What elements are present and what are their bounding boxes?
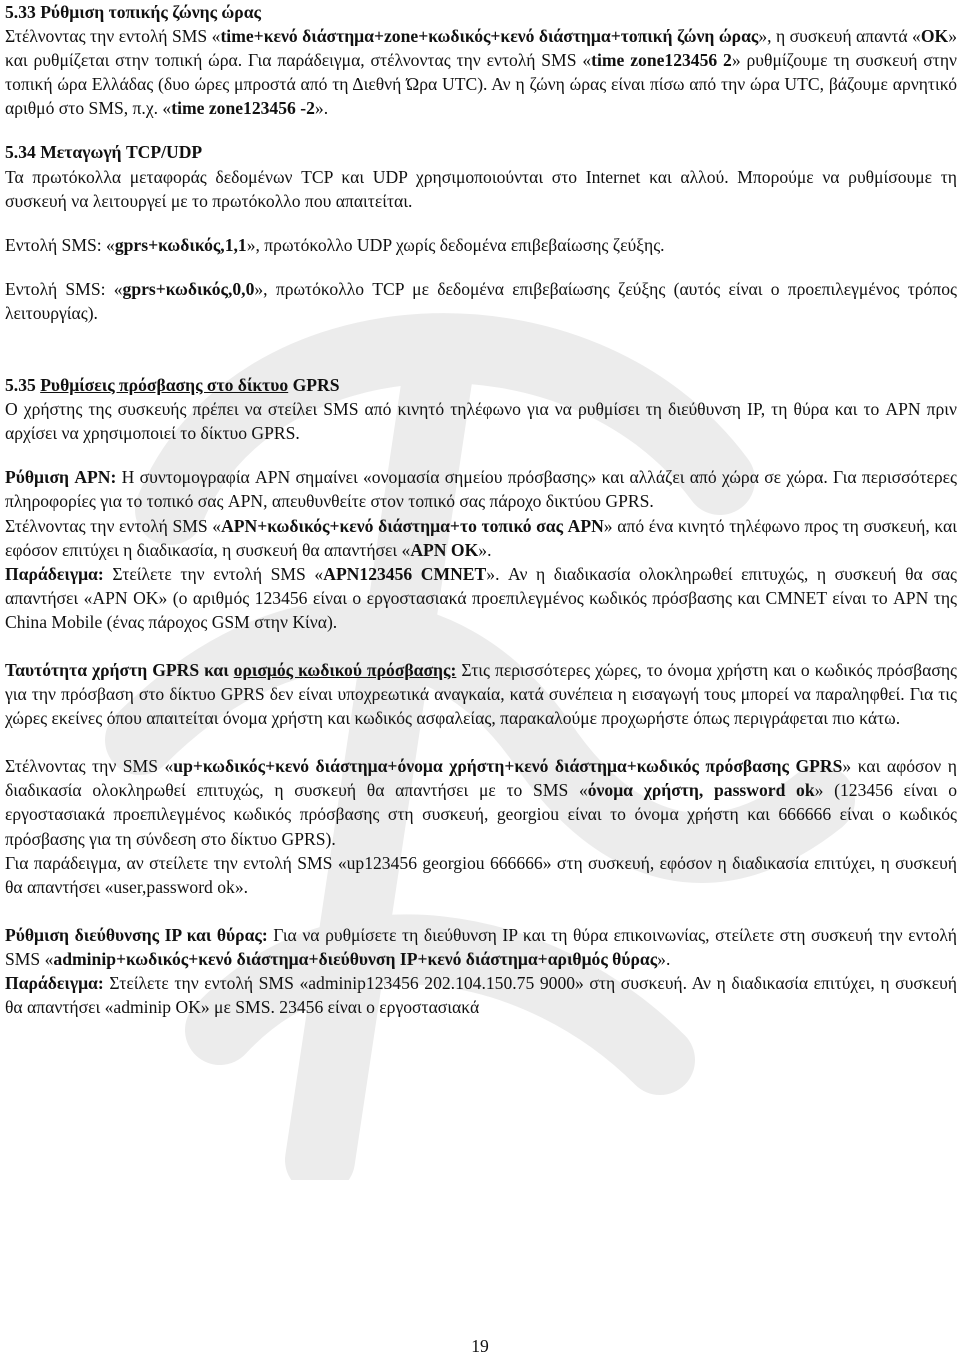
document-body bbox=[5, 0, 957, 1019]
ip-example-paragraph: Παράδειγμα: Στείλετε την εντολή SMS «adminip123456 202.104.150.75 9000» στη συσκευή. Αν η διαδικασία επιτύχει, η συσκευή θα απαντήσει «adminip OK» με SMS. 23456 είναι ο εργοστασιακά bbox=[5, 973, 957, 1018]
page-number: 19 bbox=[471, 1336, 489, 1356]
section-5-34-title: 5.34 Μεταγωγή TCP/UDP bbox=[5, 142, 203, 163]
up-example-paragraph: Για παράδειγμα, αν στείλετε την εντολή SMS «up123456 georgiou 666666» στη συσκευή, εφόσον η διαδικασία επιτύχει, η συσκευή θα απαντήσει «user,password ok». bbox=[5, 852, 957, 897]
section-5-35-title: 5.35 Ρυθμίσεις πρόσβασης στο δίκτυο GPRS bbox=[5, 375, 340, 396]
section-5-34-paragraph: Τα πρωτόκολλα μεταφοράς δεδομένων TCP και UDP χρησιμοποιούνται στο Internet και αλλού. Μπορούμε να ρυθμίσουμε τη συσκευή να λειτουργεί με το πρωτόκολλο που απαιτείται. bbox=[5, 166, 957, 211]
ip-port-paragraph: Ρύθμιση διεύθυνσης IP και θύρας: Για να ρυθμίσετε τη διεύθυνση IP και τη θύρα επικοινωνίας, στείλετε στη συσκευή την εντολή SMS «adminip+κωδικός+κενό διάστημα+διεύθυνση IP+κενό διάστημα+αριθμός θύρας». bbox=[5, 924, 957, 969]
apn-example-paragraph: Παράδειγμα: Στείλετε την εντολή SMS «APN123456 CMNET». Αν η διαδικασία ολοκληρωθεί επιτυχώς, η συσκευή θα σας απαντήσει «APN OK» (ο αριθμός 123456 είναι ο εργοστασιακά προεπιλεγμένος κωδικός πρόσβασης και CMNET είναι το APN της China Mobile (ένας πάροχος GSM στην Κίνα). bbox=[5, 563, 957, 632]
apn-setting-paragraph: Ρύθμιση APN: Η συντομογραφία APN σημαίνει «ονομασία σημείου πρόσβασης» και αλλάζει από χώρα σε χώρα. Για περισσότερες πληροφορίες για το τοπικό σας APN, απευθυνθείτε στον τοπικό σας πάροχο δικτύου GPRS. bbox=[5, 467, 957, 512]
gprs-tcp-command: Εντολή SMS: «gprs+κωδικός,0,0», πρωτόκολλο TCP με δεδομένα επιβεβαίωσης ζεύξης (αυτός είναι ο προεπιλεγμένος τρόπος λειτουργίας). bbox=[5, 278, 957, 323]
apn-command-paragraph: Στέλνοντας την εντολή SMS «APN+κωδικός+κενό διάστημα+το τοπικό σας APN» από ένα κινητό τηλέφωνο προς τη συσκευή, και εφόσον επιτύχει η διαδικασία, η συσκευή θα απαντήσει «APN OK». bbox=[5, 515, 958, 560]
gprs-user-id-paragraph: Ταυτότητα χρήστη GPRS και ορισμός κωδικού πρόσβασης: Στις περισσότερες χώρες, το όνομα χρήστη και ο κωδικός πρόσβασης για την πρόσβαση στο δίκτυο GPRS δεν είναι υποχρεωτικά αναγκαία, κατά συνέπεια η εισαγωγή τους μπορεί να παραληφθεί. Για τις χώρες εκείνες όπου απαιτείται όνομα χρήστη και κωδικός ασφαλείας, παρακαλούμε προχωρήστε όπως περιγράφεται πιο κάτω. bbox=[5, 659, 958, 729]
section-5-35-intro: Ο χρήστης της συσκευής πρέπει να στείλει SMS από κινητό τηλέφωνο για να ρυθμίσει τη διεύθυνση IP, τη θύρα και το APN πριν αρχίσει να χρησιμοποιεί το δίκτυο GPRS. bbox=[5, 399, 957, 444]
gprs-udp-command: Εντολή SMS: «gprs+κωδικός,1,1», πρωτόκολλο UDP χωρίς δεδομένα επιβεβαίωσης ζεύξης. bbox=[5, 234, 665, 255]
up-command-paragraph: Στέλνοντας την SMS «up+κωδικός+κενό διάστημα+όνομα χρήστη+κενό διάστημα+κωδικός πρόσβασης GPRS» και αφόσον η διαδικασία ολοκληρωθεί επιτυχώς, η συσκευή θα απαντήσει με το SMS «όνομα χρήστη, password ok» (123456 είναι ο εργοστασιακά προεπιλεγμένος κωδικός πρόσβασης στη συσκευή, georgiou είναι το όνομα χρήστη και 666666 είναι ο κωδικός πρόσβασης για τη σύνδεση στο δίκτυο GPRS). bbox=[5, 756, 957, 849]
section-5-33-title: 5.33 Ρύθμιση τοπικής ζώνης ώρας bbox=[5, 2, 261, 22]
section-5-33-paragraph: Στέλνοντας την εντολή SMS «time+κενό διάστημα+zone+κωδικός+κενό διάστημα+τοπική ζώνη ώρας», η συσκευή απαντά «OK» και ρυθμίζεται στην τοπική ώρα. Για παράδειγμα, στέλνοντας την εντολή SMS «time zone123456 2» ρυθμίζουμε τη συσκευή στην τοπική ώρα Ελλάδας (δυο ώρες μπροστά από τη Διεθνή Ώρα UTC). Αν η ζώνη ώρας είναι πίσω από την ώρα UTC, βάζουμε αρνητικό αριθμό στο SMS, π.χ. «time zone123456 -2». bbox=[5, 26, 957, 119]
